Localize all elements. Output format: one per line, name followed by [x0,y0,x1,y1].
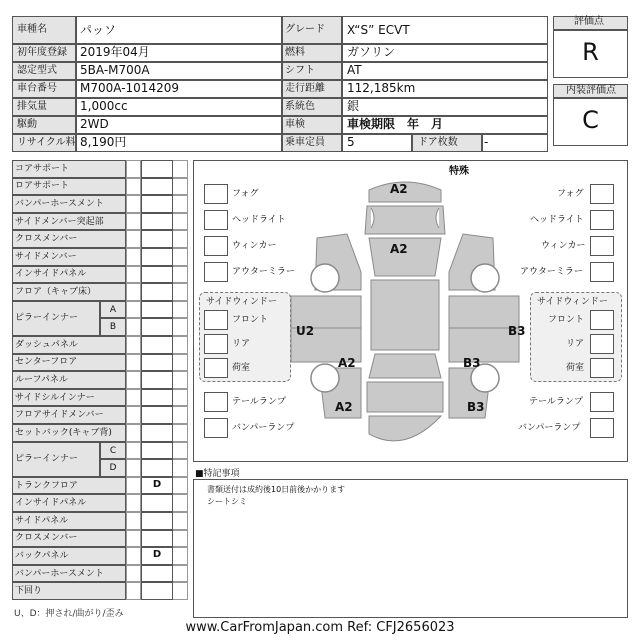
frame-row-text: サイドパネル [15,515,69,526]
frame-check-cell [126,301,141,319]
sw-cargo-right-box [590,358,614,378]
headlight-left-label: ヘッドライト [232,215,286,225]
frame-check-cell [172,195,188,213]
frame-check-cell [172,547,188,565]
value-mileage: 112,185km [347,81,416,95]
frame-check-cell [172,582,188,600]
frame-value-cell [141,213,173,231]
frame-check-cell [172,178,188,196]
sw-cargo-left-box [204,358,228,378]
value-model: 5BA-M700A [80,63,150,77]
notes-line-1: 書類送付は成約後10日前後かかります [207,485,346,494]
frame-legend: U、D：押され/曲がり/歪み [14,609,124,619]
frame-check-cell [126,266,141,284]
frame-check-cell [172,494,188,512]
frame-check-cell [172,318,188,336]
label-car-name: 車種名 [17,24,47,35]
notes-box [193,479,628,618]
frame-check-cell [126,283,141,301]
value-chassis: M700A-1014209 [80,81,179,95]
frame-check-cell [126,248,141,266]
score-value: R [582,38,599,66]
frame-check-cell [126,565,141,583]
frame-check-cell [126,477,141,495]
frame-check-cell [126,530,141,548]
side-window-left-title: サイドウィンドー [206,297,277,307]
headlight-left-box [204,210,228,230]
sw-front-left-label: フロント [232,315,269,325]
frame-row-text: インサイドパネル [15,269,87,280]
frame-row-text: ピラーインナー [15,454,79,465]
value-capacity: 5 [347,135,355,149]
frame-check-cell [126,213,141,231]
footer-ref: www.CarFromJapan.com Ref: CFJ2656023 [185,620,455,635]
frame-check-cell [126,336,141,354]
mark-right-rear-door: B3 [463,356,481,370]
value-inspection: 車検期限 年 月 [347,117,444,131]
label-first-reg: 初年度登録 [17,47,67,58]
frame-check-cell [172,406,188,424]
tail-right-label: テールランプ [529,397,583,407]
frame-check-cell [126,230,141,248]
bumper-lamp-right-label: バンパーランプ [518,423,581,433]
label-mileage: 走行距離 [285,83,325,94]
sw-cargo-right-label: 荷室 [566,363,585,373]
mirror-right-box [590,262,614,282]
frame-value-text: D [152,478,162,490]
frame-check-cell [172,530,188,548]
sw-front-right-box [590,310,614,330]
frame-check-cell [172,442,188,460]
sw-rear-left-label: リア [232,339,251,349]
frame-row-text: クロスメンバー [15,533,78,544]
notes-line-2: シートシミ [207,497,247,506]
frame-value-cell [141,494,173,512]
label-recycle: リサイクル料 [17,137,76,148]
frame-check-cell [126,424,141,442]
frame-row-text: サイドメンバー [15,251,77,262]
frame-value-cell [141,354,173,372]
frame-check-cell [126,406,141,424]
headlight-right-label: ヘッドライト [530,215,584,225]
value-recycle: 8,190円 [80,135,127,149]
headlight-right-box [590,210,614,230]
frame-check-cell [172,301,188,319]
sw-rear-right-label: リア [566,339,585,349]
frame-value-cell [141,195,173,213]
frame-value-cell [141,389,173,407]
bumper-lamp-left-label: バンパーランプ [232,423,295,433]
mirror-left-box [204,262,228,282]
frame-check-cell [126,354,141,372]
value-drive: 2WD [80,117,109,131]
frame-row-text: バンパーホースメント [15,568,104,579]
frame-value-cell [141,266,173,284]
frame-row-text: ロアサポート [15,181,70,192]
frame-check-cell [172,213,188,231]
mirror-left-label: アウターミラー [232,267,295,277]
frame-check-cell [172,389,188,407]
fog-left-box [204,184,228,204]
value-shift: AT [347,63,362,77]
frame-row-text: 下回り [15,586,43,597]
value-fuel: ガソリン [347,45,396,59]
frame-row-text: トランクフロア [15,480,78,491]
frame-check-cell [172,336,188,354]
value-car-name: パッソ [80,23,117,37]
frame-value-cell [141,301,173,319]
frame-check-cell [172,512,188,530]
label-doors: ドア枚数 [418,137,458,148]
frame-value-cell [141,530,173,548]
label-displacement: 排気量 [17,101,47,112]
fog-left-label: フォグ [232,189,259,199]
frame-value-cell [141,406,173,424]
frame-check-cell [172,424,188,442]
frame-row-text: ピラーインナー [15,313,79,324]
mark-left-quarter: A2 [335,400,353,414]
frame-value-cell [141,230,173,248]
special-label: 特殊 [449,166,469,177]
mark-right-front-door: B3 [508,324,526,338]
bumper-lamp-right-box [590,418,614,438]
frame-row-text: サイドメンバー突起部 [15,216,104,227]
label-fuel: 燃料 [285,47,305,58]
label-shift: シフト [285,65,315,76]
mark-bumper-front: A2 [390,182,408,196]
frame-check-cell [172,459,188,477]
label-capacity: 乗車定員 [285,137,325,148]
frame-row-text: フロアサイドメンバー [15,410,104,421]
frame-value-cell [141,459,173,477]
frame-row-text: ダッシュパネル [15,339,78,350]
frame-value-cell [141,178,173,196]
sw-rear-left-box [204,334,228,354]
frame-row-text: コアサポート [15,163,70,174]
mark-left-front-door: U2 [296,324,315,338]
interior-score-label: 内装評価点 [566,85,616,96]
frame-value-cell [141,160,173,178]
frame-row-text: セットバック(キャブ背) [15,427,112,438]
tail-right-box [590,392,614,412]
frame-sub-text: A [109,304,117,315]
frame-row-text: サイドシルインナー [15,392,95,403]
frame-row-text: ルーフパネル [15,375,68,385]
frame-check-cell [172,230,188,248]
fog-right-box [590,184,614,204]
mark-right-quarter: B3 [467,400,485,414]
frame-sub-text: B [109,322,117,333]
car-diagram [285,172,525,452]
value-grade: X“S” ECVT [347,23,410,37]
notes-title: ■特記事項 [195,469,240,479]
bumper-lamp-left-box [204,418,228,438]
winker-right-box [590,236,614,256]
frame-check-cell [172,283,188,301]
fog-right-label: フォグ [557,189,584,199]
frame-value-cell [141,442,173,460]
frame-check-cell [172,354,188,372]
frame-sub-text: D [109,463,117,474]
frame-value-cell [141,248,173,266]
frame-value-cell [141,582,173,600]
frame-row-text: クロスメンバー [15,234,78,245]
frame-check-cell [126,195,141,213]
tail-left-label: テールランプ [232,397,286,407]
side-window-right-title: サイドウィンドー [537,297,608,307]
value-color: 銀 [347,99,360,113]
sw-rear-right-box [590,334,614,354]
frame-check-cell [172,371,188,389]
frame-row-text: バックパネル [15,551,69,561]
label-grade: グレード [285,24,325,35]
frame-value-cell [141,565,173,583]
winker-left-box [204,236,228,256]
label-chassis: 車台番号 [17,83,57,94]
score-label: 評価点 [574,16,604,27]
frame-value-cell [141,424,173,442]
frame-check-cell [126,547,141,565]
sw-front-left-box [204,310,228,330]
mirror-right-label: アウターミラー [520,267,583,277]
frame-check-cell [126,318,141,336]
label-inspection: 車検 [285,119,305,130]
frame-row-text: インサイドパネル [15,498,87,509]
frame-check-cell [126,459,141,477]
sw-front-right-label: フロント [548,315,585,325]
frame-check-cell [126,494,141,512]
mark-left-rear-door: A2 [338,356,356,370]
interior-score-value: C [582,106,599,134]
frame-row-text: バンパーホースメント [15,199,104,209]
frame-check-cell [126,512,141,530]
frame-value-cell [141,336,173,354]
label-model: 認定型式 [17,65,57,76]
tail-left-box [204,392,228,412]
frame-check-cell [172,248,188,266]
frame-value-cell [141,512,173,530]
frame-check-cell [126,178,141,196]
frame-check-cell [172,565,188,583]
label-color: 系統色 [285,101,315,112]
frame-value-cell [141,371,173,389]
sw-cargo-left-label: 荷室 [232,363,251,373]
frame-sub-text: C [109,445,117,456]
winker-left-label: ウィンカー [232,241,277,251]
frame-check-cell [172,477,188,495]
frame-check-cell [126,582,141,600]
value-doors: - [484,135,489,149]
frame-check-cell [172,160,188,178]
mark-roof: A2 [390,242,408,256]
frame-value-text: D [152,549,162,561]
frame-row-text: センターフロア [15,357,78,368]
label-drive: 駆動 [17,119,37,130]
frame-value-cell [141,318,173,336]
frame-value-cell [141,283,173,301]
frame-check-cell [126,389,141,407]
frame-check-cell [126,160,141,178]
frame-check-cell [126,371,141,389]
frame-check-cell [172,266,188,284]
winker-right-label: ウィンカー [541,241,586,251]
value-displacement: 1,000cc [80,99,128,113]
frame-check-cell [126,442,141,460]
frame-row-text: フロア（キャブ床） [15,287,97,297]
value-first-reg: 2019年04月 [80,45,150,59]
